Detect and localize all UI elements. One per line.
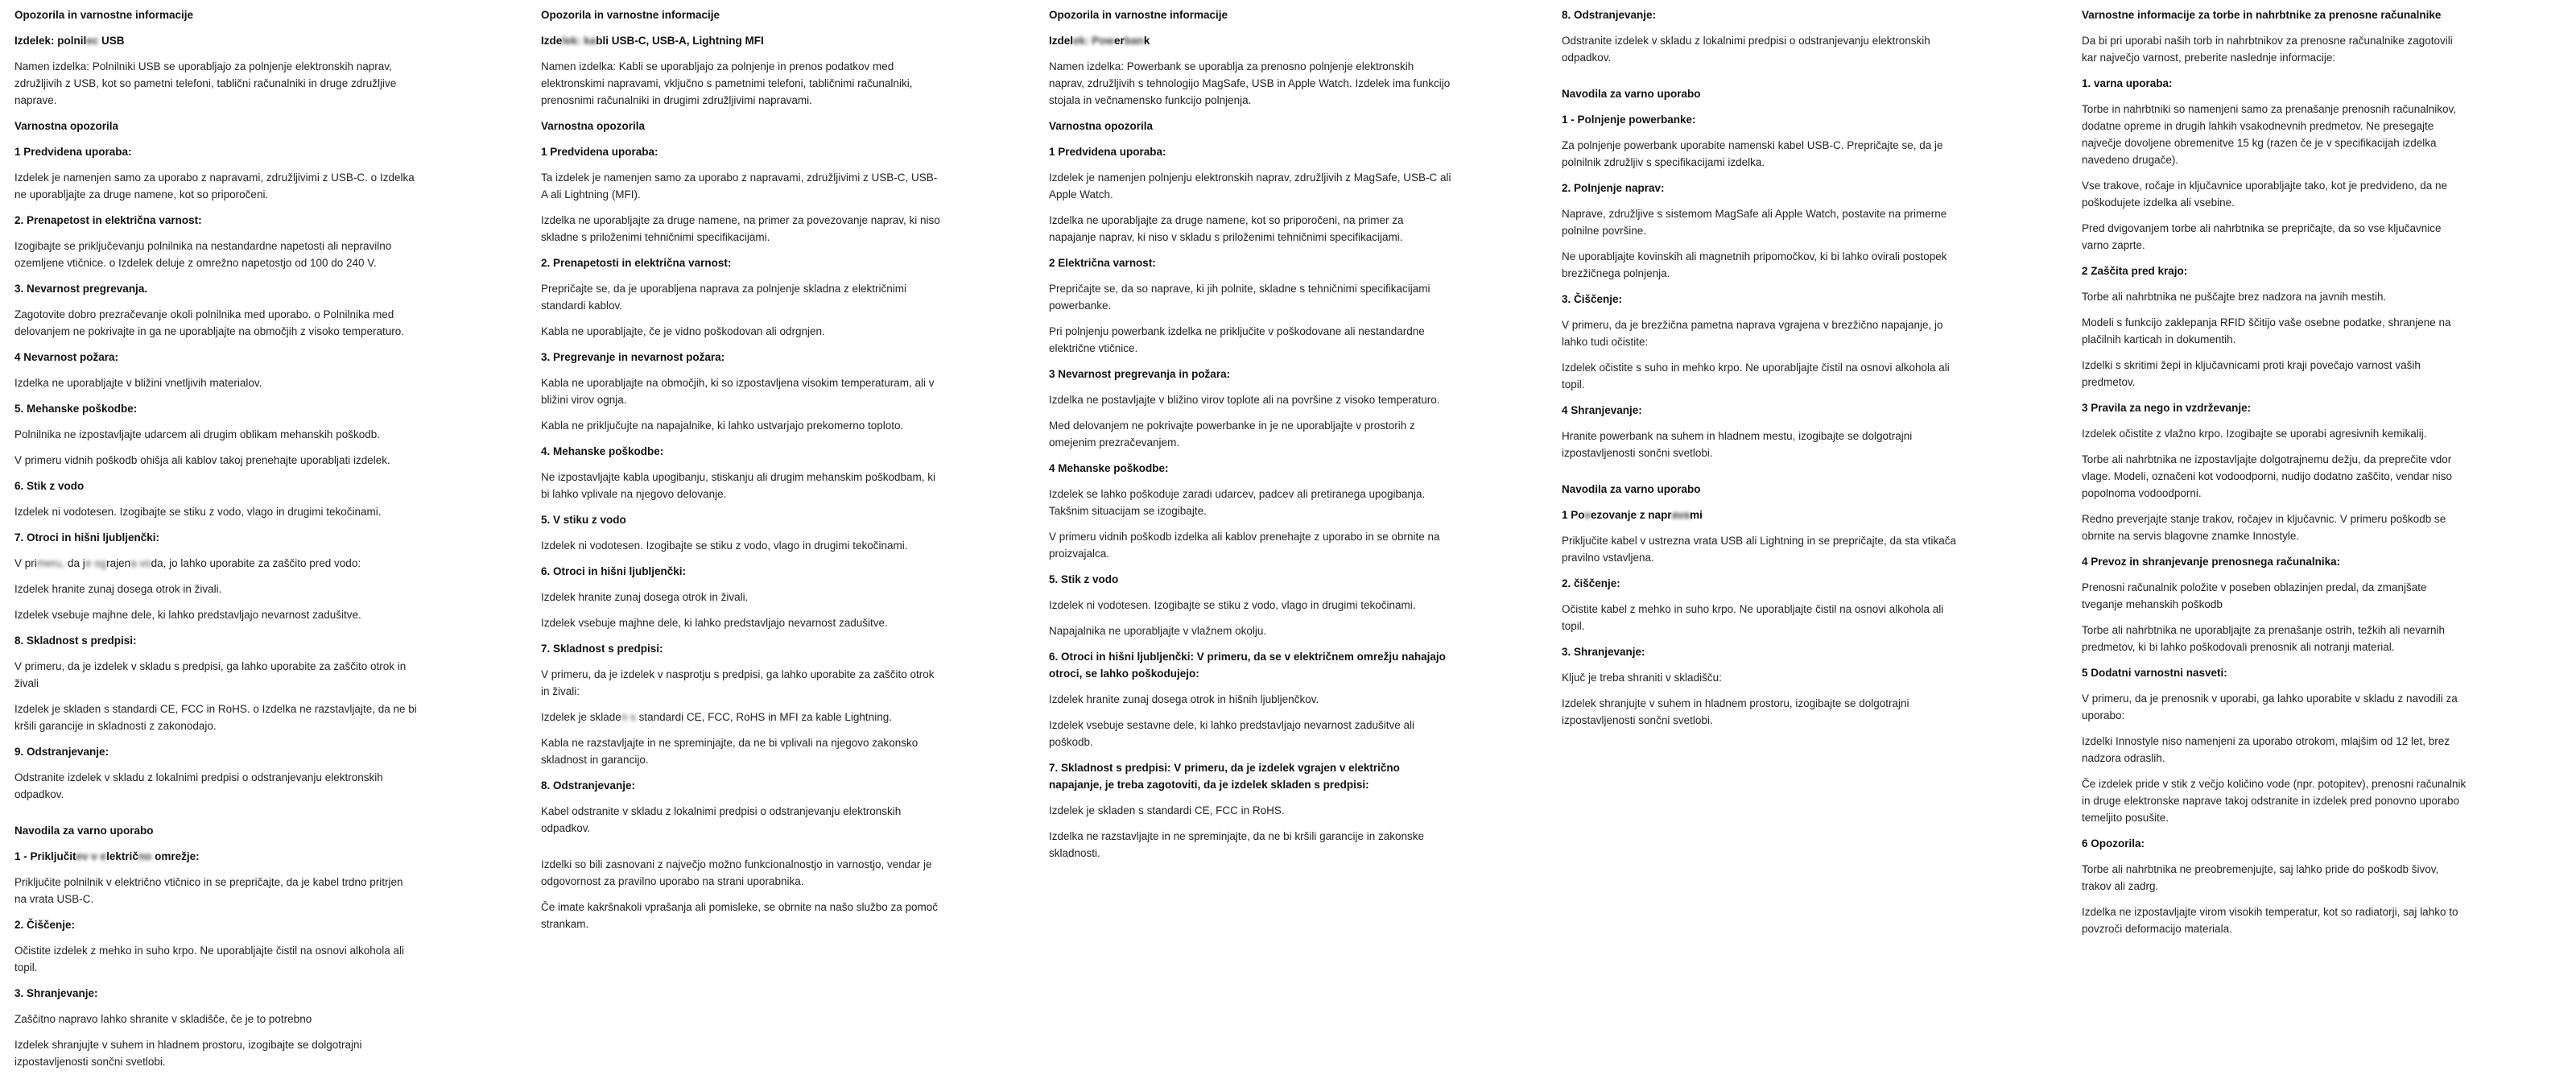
blurred-text: ek: Pow bbox=[1073, 35, 1115, 47]
paragraph: Namen izdelka: Powerbank se uporablja za prenosno polnjenje elektronskih naprav, združljivih s tehnologijo MagSafe, USB in Apple Watch. Izdelek ima funkcijo stojala in večnamensko funkcijo polnjenja. bbox=[1049, 60, 1451, 106]
paragraph: Torbe in nahrbtniki so namenjeni samo za prenašanje prenosnih računalnikov, dodatne opreme in drugih lahkih vsakodnevnih predmetov. Ne presegajte največje dovoljene obremenitve 15 kg (razen če je v specifikacijah izdelka navedeno drugače). bbox=[2082, 103, 2457, 166]
paragraph: Med delovanjem ne pokrivajte powerbanke in je ne uporabljajte v prostorih z omejenim prezračevanjem. bbox=[1049, 420, 1415, 449]
section-heading: 3. Pregrevanje in nevarnost požara: bbox=[541, 351, 725, 363]
paragraph: Izdelek očistite z vlažno krpo. Izogibajte se uporabi agresivnih kemikalij. bbox=[2082, 428, 2427, 440]
paragraph: Izdelka ne uporabljajte za druge namene, na primer za povezovanje naprav, ki niso skladne s priloženimi tehničnimi specifikacijami. bbox=[541, 214, 940, 243]
section-heading: 4 Nevarnost požara: bbox=[14, 351, 119, 363]
paragraph: Izdelek se lahko poškoduje zaradi udarcev, padcev ali pretiranega upogibanja. Takšnim situacijam se izogibajte. bbox=[1049, 488, 1426, 517]
blurred-text: lek: ka bbox=[562, 35, 597, 47]
paragraph: Izdelek hranite zunaj dosega otrok in živali. bbox=[14, 583, 222, 595]
paragraph: Izdelki Innostyle niso namenjeni za uporabo otrokom, mlajšim od 12 let, brez nadzora odraslih. bbox=[2082, 735, 2450, 764]
paragraph: Izdelek shranjujte v suhem in hladnem prostoru, izogibajte se dolgotrajni izpostavljenosti sončni svetlobi. bbox=[1562, 697, 1909, 726]
section-heading: Opozorila in varnostne informacije bbox=[14, 9, 194, 21]
section-heading: 2. čiščenje: bbox=[1562, 577, 1620, 589]
section-heading: Varnostne informacije za torbe in nahrbtnike za prenosne računalnike bbox=[2082, 9, 2442, 21]
paragraph: Odstranite izdelek v skladu z lokalnimi predpisi o odstranjevanju elektronskih odpadkov. bbox=[1562, 35, 1930, 64]
section-heading: 5. Mehanske poškodbe: bbox=[14, 403, 138, 415]
paragraph: Napajalnika ne uporabljajte v vlažnem okolju. bbox=[1049, 625, 1267, 637]
column-2 bbox=[541, 6, 943, 941]
paragraph: Ne uporabljajte kovinskih ali magnetnih pripomočkov, ki bi lahko ovirali postopek brezžičnega polnjenja. bbox=[1562, 250, 1947, 279]
section-heading: 7. Otroci in hišni ljubljenčki: bbox=[14, 531, 160, 544]
paragraph: Očistite izdelek z mehko in suho krpo. Ne uporabljajte čistil na osnovi alkohola ali topil. bbox=[14, 945, 404, 974]
section-heading: 4 Prevoz in shranjevanje prenosnega računalnika: bbox=[2082, 556, 2341, 568]
paragraph: V primeru, da je brezžična pametna naprava vgrajena v brezžično napajanje, jo lahko tudi očistite: bbox=[1562, 319, 1943, 348]
section-heading: Opozorila in varnostne informacije bbox=[541, 9, 720, 21]
paragraph: Izdelka ne uporabljajte v bližini vnetljivih materialov. bbox=[14, 377, 262, 389]
paragraph: Modeli s funkcijo zaklepanja RFID ščitijo vaše osebne podatke, shranjene na plačilnih karticah in dokumentih. bbox=[2082, 316, 2451, 345]
paragraph: Naprave, združljive s sistemom MagSafe ali Apple Watch, postavite na primerne polnilne površine. bbox=[1562, 208, 1947, 237]
section-heading: Varnostna opozorila bbox=[1049, 120, 1154, 132]
paragraph: V primeru, da je ograjena voda, jo lahko uporabite za zaščito pred vodo: bbox=[14, 557, 361, 569]
section-heading: 3 Nevarnost pregrevanja in požara: bbox=[1049, 368, 1231, 380]
paragraph: Torbe ali nahrbtnika ne preobremenjujte, saj lahko pride do poškodb šivov, trakov ali zadrg. bbox=[2082, 863, 2439, 892]
section-heading: 2. Polnjenje naprav: bbox=[1562, 182, 1665, 194]
section-heading: 5. V stiku z vodo bbox=[541, 514, 626, 526]
section-heading: Navodila za varno uporabo bbox=[1562, 88, 1701, 100]
paragraph: Izdelek ni vodotesen. Izogibajte se stiku z vodo, vlago in drugimi tekočinami. bbox=[1049, 599, 1416, 611]
column-1 bbox=[14, 6, 417, 1079]
paragraph: V primeru, da je prenosnik v uporabi, ga lahko uporabite v skladu z navodili za uporabo: bbox=[2082, 692, 2458, 721]
paragraph: V primeru, da je izdelek v skladu s predpisi, ga lahko uporabite za zaščito otrok in živali bbox=[14, 660, 407, 689]
blurred-text: e og bbox=[85, 557, 107, 569]
section-heading: Navodila za varno uporabo bbox=[1562, 483, 1701, 495]
paragraph: Zagotovite dobro prezračevanje okoli polnilnika med uporabo. o Polnilnika med delovanjem ne pokrivajte in ga ne uporabljajte na območjih z visoko temperaturo. bbox=[14, 308, 405, 337]
section-heading: 1 Predvidena uporaba: bbox=[541, 146, 658, 158]
paragraph: Zaščitno napravo lahko shranite v skladišče, če je to potrebno bbox=[14, 1013, 312, 1025]
section-heading: 2. Čiščenje: bbox=[14, 919, 76, 931]
paragraph: Izdelek vsebuje majhne dele, ki lahko predstavljajo nevarnost zadušitve. bbox=[541, 617, 888, 629]
paragraph: Ta izdelek je namenjen samo za uporabo z napravami, združljivimi z USB-C, USB-A ali Lightning (MFI). bbox=[541, 172, 938, 201]
paragraph: V primeru vidnih poškodb ohišja ali kablov takoj prenehajte uporabljati izdelek. bbox=[14, 454, 390, 466]
section-heading: 3 Pravila za nego in vzdrževanje: bbox=[2082, 402, 2252, 414]
section-heading: 5 Dodatni varnostni nasveti: bbox=[2082, 667, 2227, 679]
section-heading: 2 Zaščita pred krajo: bbox=[2082, 265, 2188, 277]
section-heading: Izdelek: polnilec USB bbox=[14, 35, 125, 47]
section-heading: 7. Skladnost s predpisi: V primeru, da je izdelek vgrajen v električno napajanje, je treba zagotoviti, da je izdelek skladen s predpisi: bbox=[1049, 762, 1400, 791]
paragraph: Če izdelek pride v stik z večjo količino vode (npr. potopitev), prenosni računalnik in druge elektronske naprave takoj odstranite in izdelek pred ponovno uporabo temeljito posušite. bbox=[2082, 778, 2467, 824]
paragraph: Za polnjenje powerbank uporabite namenski kabel USB-C. Prepričajte se, da je polnilnik združljiv s specifikacijami izdelka. bbox=[1562, 139, 1943, 168]
section-heading: 4. Mehanske poškodbe: bbox=[541, 445, 664, 457]
paragraph: Izdelek je namenjen samo za uporabo z napravami, združljivimi z USB-C. o Izdelka ne uporabljajte za druge namene, kot so priporočeni. bbox=[14, 172, 415, 201]
paragraph: Torbe ali nahrbtnika ne puščajte brez nadzora na javnih mestih. bbox=[2082, 291, 2387, 303]
paragraph: Da bi pri uporabi naših torb in nahrbtnikov za prenosne računalnike zagotovili kar največjo varnost, preberite naslednje informacije: bbox=[2082, 35, 2453, 64]
column-4 bbox=[1562, 6, 1964, 738]
section-heading: 3. Nevarnost pregrevanja. bbox=[14, 283, 148, 295]
paragraph: Izdelek očistite s suho in mehko krpo. Ne uporabljajte čistil na osnovi alkohola ali topil. bbox=[1562, 362, 1950, 391]
paragraph: Torbe ali nahrbtnika ne uporabljajte za prenašanje ostrih, težkih ali nevarnih predmetov, ki bi lahko poškodovali prenosnik ali notranji material. bbox=[2082, 624, 2446, 653]
paragraph: Kabla ne uporabljajte, če je vidno poškodovan ali odrgnjen. bbox=[541, 325, 825, 337]
paragraph: Kabla ne uporabljajte na območjih, ki so izpostavljena visokim temperaturam, ali v bližini virov ognja. bbox=[541, 377, 935, 406]
section-heading: 4 Mehanske poškodbe: bbox=[1049, 462, 1169, 474]
paragraph: Hranite powerbank na suhem in hladnem mestu, izogibajte se dolgotrajni izpostavljenosti sončni svetlobi. bbox=[1562, 430, 1913, 459]
blurred-text: ev v e bbox=[76, 850, 107, 862]
column-5 bbox=[2082, 6, 2470, 946]
paragraph: Izdelka ne razstavljajte in ne spreminjajte, da ne bi kršili garancije in zakonske skladnosti. bbox=[1049, 830, 1424, 859]
paragraph: Priključite polnilnik v električno vtičnico in se prepričajte, da je kabel trdno pritrjen na vrata USB-C. bbox=[14, 876, 403, 905]
paragraph: Kabel odstranite v skladu z lokalnimi predpisi o odstranjevanju elektronskih odpadkov. bbox=[541, 805, 902, 834]
section-heading: 3. Shranjevanje: bbox=[1562, 646, 1645, 658]
paragraph: Vse trakove, ročaje in ključavnice uporabljajte tako, kot je predvideno, da ne poškodujete izdelka ali vsebine. bbox=[2082, 180, 2448, 209]
paragraph: Izdelek vsebuje sestavne dele, ki lahko predstavljajo nevarnost zadušitve ali poškodb. bbox=[1049, 719, 1415, 748]
blurred-text: a vo bbox=[130, 557, 151, 569]
blurred-text: meru, bbox=[36, 557, 68, 569]
paragraph: V primeru, da je izdelek v nasprotju s predpisi, ga lahko uporabite za zaščito otrok in živali: bbox=[541, 668, 935, 697]
section-heading: 6. Stik z vodo bbox=[14, 480, 85, 492]
paragraph: Izdelek je skladen s standardi CE, FCC in RoHS. o Izdelka ne razstavljajte, da ne bi kršili garancije in skladnosti z zakonodajo. bbox=[14, 703, 417, 732]
paragraph: Ne izpostavljajte kabla upogibanju, stiskanju ali drugim mehanskim poškodbam, ki bi lahko vplivale na njegovo delovanje. bbox=[541, 471, 936, 500]
paragraph: Izdelek je namenjen polnjenju elektronskih naprav, združljivih z MagSafe, USB-C ali Apple Watch. bbox=[1049, 172, 1451, 201]
section-heading: Varnostna opozorila bbox=[14, 120, 119, 132]
paragraph: Odstranite izdelek v skladu z lokalnimi predpisi o odstranjevanju elektronskih odpadkov. bbox=[14, 771, 383, 800]
paragraph: Izdelek je skladen s standardi CE, FCC in RoHS. bbox=[1049, 804, 1285, 816]
blurred-text: v bbox=[1584, 509, 1591, 521]
paragraph: Izdelek vsebuje majhne dele, ki lahko predstavljajo nevarnost zadušitve. bbox=[14, 609, 361, 621]
paragraph: Prepričajte se, da je uporabljena naprava za polnjenje skladna z električnimi standardi kablov. bbox=[541, 283, 907, 312]
paragraph: Torbe ali nahrbtnika ne izpostavljajte dolgotrajnemu dežju, da preprečite vdor vlage. Modeli, označeni kot vodoodporni, nudijo dodatno zaščito, vendar niso popolnoma vodoodporni. bbox=[2082, 453, 2453, 499]
section-heading: 8. Skladnost s predpisi: bbox=[14, 635, 137, 647]
paragraph: Izdelka ne postavljajte v bližino virov toplote ali na površine z visoko temperaturo. bbox=[1049, 394, 1440, 406]
section-heading: 9. Odstranjevanje: bbox=[14, 746, 109, 758]
section-heading: Izdelek: kabli USB-C, USB-A, Lightning MFI bbox=[541, 35, 764, 47]
paragraph: Če imate kakršnakoli vprašanja ali pomisleke, se obrnite na našo službo za pomoč strankam. bbox=[541, 901, 939, 930]
section-heading: 3. Čiščenje: bbox=[1562, 293, 1623, 305]
section-heading: 6 Opozorila: bbox=[2082, 837, 2145, 850]
section-heading: 3. Shranjevanje: bbox=[14, 987, 98, 999]
paragraph: Pri polnjenju powerbank izdelka ne priključite v poškodovane ali nestandardne električne vtičnice. bbox=[1049, 325, 1425, 354]
blurred-text: ban bbox=[1124, 35, 1144, 47]
blurred-text: ec bbox=[86, 35, 99, 47]
section-heading: Izdelek: Powerbank bbox=[1049, 35, 1150, 47]
blurred-text: n s bbox=[621, 711, 639, 723]
section-heading: 7. Skladnost s predpisi: bbox=[541, 643, 663, 655]
paragraph: Izdelek je skladen s standardi CE, FCC, RoHS in MFI za kable Lightning. bbox=[541, 711, 892, 723]
paragraph: Namen izdelka: Polnilniki USB se uporabljajo za polnjenje elektronskih naprav, združljivih z USB, kot so pametni telefoni, tablični računalniki in druge združljive naprave. bbox=[14, 60, 397, 106]
paragraph: Polnilnika ne izpostavljajte udarcem ali drugim oblikam mehanskih poškodb. bbox=[14, 428, 380, 440]
section-heading: 1 - Priključitev v električno omrežje: bbox=[14, 850, 200, 862]
section-heading: 8. Odstranjevanje: bbox=[541, 779, 636, 792]
section-heading: 2. Prenapetost in električna varnost: bbox=[14, 214, 202, 226]
paragraph: Namen izdelka: Kabli se uporabljajo za polnjenje in prenos podatkov med elektronskimi napravami, vključno s pametnimi telefoni, tabličnimi računalniki, prenosnimi računalniki in drugimi združljivimi napravami. bbox=[541, 60, 913, 106]
section-heading: 4 Shranjevanje: bbox=[1562, 404, 1642, 416]
paragraph: Izdelki so bili zasnovani z največjo možno funkcionalnostjo in varnostjo, vendar je odgovornost za pravilno uporabo na strani uporabnika. bbox=[541, 858, 932, 887]
paragraph: Izdelek shranjujte v suhem in hladnem prostoru, izogibajte se dolgotrajni izpostavljenosti sončni svetlobi. bbox=[14, 1039, 362, 1068]
paragraph: Izdelek hranite zunaj dosega otrok in hišnih ljubljenčkov. bbox=[1049, 693, 1319, 705]
paragraph: Priključite kabel v ustrezna vrata USB ali Lightning in se prepričajte, da sta vtikača pravilno vstavljena. bbox=[1562, 535, 1956, 564]
paragraph: Izdelka ne uporabljajte za druge namene, kot so priporočeni, na primer za napajanje naprav, ki niso v skladu s priloženimi tehničnimi specifikacijami. bbox=[1049, 214, 1404, 243]
section-heading: 5. Stik z vodo bbox=[1049, 573, 1119, 585]
paragraph: Prepričajte se, da so naprave, ki jih polnite, skladne s tehničnimi specifikacijami powerbanke. bbox=[1049, 283, 1430, 312]
section-heading: Varnostna opozorila bbox=[541, 120, 646, 132]
section-heading: 1 - Polnjenje powerbanke: bbox=[1562, 114, 1696, 126]
paragraph: Redno preverjajte stanje trakov, ročajev in ključavnic. V primeru poškodb se obrnite na servis blagovne znamke Innostyle. bbox=[2082, 513, 2446, 542]
paragraph: Kabla ne priključujte na napajalnike, ki lahko ustvarjajo prekomerno toploto. bbox=[541, 420, 904, 432]
paragraph: Izdelka ne izpostavljajte virom visokih temperatur, kot so radiatorji, saj lahko to povzroči deformacijo materiala. bbox=[2082, 906, 2458, 935]
section-heading: 6. Otroci in hišni ljubljenčki: bbox=[541, 565, 687, 577]
blurred-text: no bbox=[138, 850, 152, 862]
section-heading: 1 Predvidena uporaba: bbox=[14, 146, 132, 158]
paragraph: Izdelki s skritimi žepi in ključavnicami proti kraji povečajo varnost vaših predmetov. bbox=[2082, 359, 2421, 388]
paragraph: Prenosni računalnik položite v poseben oblazinjen predal, da zmanjšate tveganje mehanskih poškodb bbox=[2082, 581, 2427, 610]
paragraph: Kabla ne razstavljajte in ne spreminjajte, da ne bi vplivali na njegovo zakonsko skladnost in garancijo. bbox=[541, 737, 919, 766]
section-heading: 8. Odstranjevanje: bbox=[1562, 9, 1657, 21]
paragraph: Izdelek hranite zunaj dosega otrok in živali. bbox=[541, 591, 749, 603]
section-heading: 6. Otroci in hišni ljubljenčki: V primeru, da se v električnem omrežju nahajajo otroci, se lahko poškodujejo: bbox=[1049, 651, 1446, 680]
paragraph: Očistite kabel z mehko in suho krpo. Ne uporabljajte čistil na osnovi alkohola ali topil. bbox=[1562, 603, 1944, 632]
blurred-text: ava bbox=[1671, 509, 1690, 521]
section-heading: 2 Električna varnost: bbox=[1049, 257, 1156, 269]
paragraph: Ključ je treba shraniti v skladišču: bbox=[1562, 672, 1722, 684]
section-heading: 1 Predvidena uporaba: bbox=[1049, 146, 1166, 158]
paragraph: Izdelek ni vodotesen. Izogibajte se stiku z vodo, vlago in drugimi tekočinami. bbox=[541, 540, 908, 552]
paragraph: Pred dvigovanjem torbe ali nahrbtnika se prepričajte, da so vse ključavnice varno zaprte. bbox=[2082, 222, 2442, 251]
section-heading: 2. Prenapetosti in električna varnost: bbox=[541, 257, 732, 269]
section-heading: Opozorila in varnostne informacije bbox=[1049, 9, 1228, 21]
column-3 bbox=[1049, 6, 1451, 870]
section-heading: Navodila za varno uporabo bbox=[14, 825, 154, 837]
paragraph: Izogibajte se priključevanju polnilnika na nestandardne napetosti ali nepravilno ozemljene vtičnice. o Izdelek deluje z omrežno napetostjo od 100 do 240 V. bbox=[14, 240, 392, 269]
section-heading: 1. varna uporaba: bbox=[2082, 77, 2173, 89]
paragraph: Izdelek ni vodotesen. Izogibajte se stiku z vodo, vlago in drugimi tekočinami. bbox=[14, 506, 382, 518]
paragraph: V primeru vidnih poškodb izdelka ali kablov prenehajte z uporabo in se obrnite na proizvajalca. bbox=[1049, 531, 1440, 560]
section-heading: 1 Povezovanje z napravami bbox=[1562, 509, 1703, 521]
